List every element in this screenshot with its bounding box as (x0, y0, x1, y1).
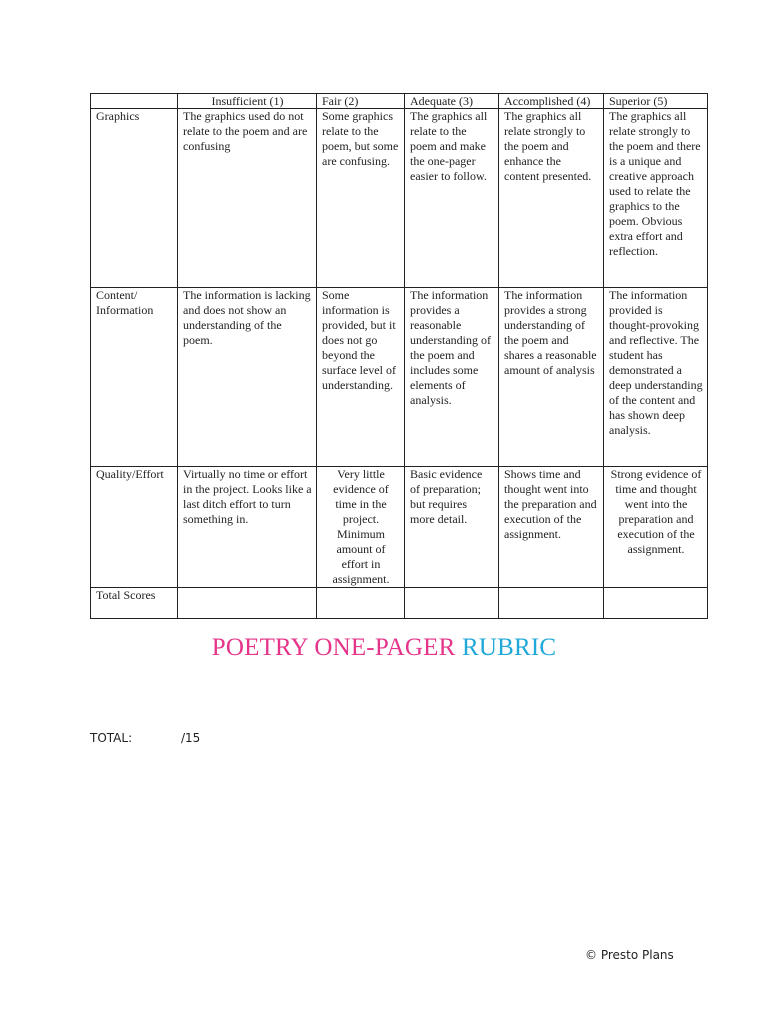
total-scores-label: Total Scores (91, 588, 178, 619)
header-cell-fair: Fair (2) (317, 94, 405, 109)
header-cell-adequate: Adequate (3) (405, 94, 499, 109)
rubric-cell: Strong evidence of time and thought went into the preparation and execution of the assignment. (604, 467, 708, 588)
rubric-cell: The graphics all relate strongly to the poem and there is a unique and creative approach used to relate the graphics to the poem. Obvious extra effort and reflection. (604, 109, 708, 288)
header-cell-insufficient: Insufficient (1) (178, 94, 317, 109)
rubric-cell: Virtually no time or effort in the project. Looks like a last ditch effort to turn something in. (178, 467, 317, 588)
title-part-poetry: POETRY ONE-PAGER (211, 634, 456, 661)
score-cell[interactable] (317, 588, 405, 619)
rubric-cell: The information provides a reasonable understanding of the poem and includes some elements of analysis. (405, 288, 499, 467)
page-title (0, 634, 768, 662)
copyright-footer: © Presto Plans (585, 948, 674, 962)
rubric-cell: The graphics used do not relate to the poem and are confusing (178, 109, 317, 288)
rubric-cell: The graphics all relate strongly to the poem and enhance the content presented. (499, 109, 604, 288)
table-row (91, 288, 708, 467)
criterion-label: Graphics (91, 109, 178, 288)
rubric-cell: The information is lacking and does not show an understanding of the poem. (178, 288, 317, 467)
rubric-cell: Very little evidence of time in the project. Minimum amount of effort in assignment. (317, 467, 405, 588)
rubric-cell: Some information is provided, but it does not go beyond the surface level of understanding. (317, 288, 405, 467)
rubric-cell: The graphics all relate to the poem and make the one-pager easier to follow. (405, 109, 499, 288)
header-cell-superior: Superior (5) (604, 94, 708, 109)
rubric-table (90, 93, 708, 619)
criterion-label: Content/ Information (91, 288, 178, 467)
rubric-cell: The information provides a strong understanding of the poem and shares a reasonable amount of analysis (499, 288, 604, 467)
criterion-label: Quality/Effort (91, 467, 178, 588)
header-cell-accomplished: Accomplished (4) (499, 94, 604, 109)
rubric-cell: Shows time and thought went into the preparation and execution of the assignment. (499, 467, 604, 588)
table-row (91, 467, 708, 588)
header-cell-criterion (91, 94, 178, 109)
table-row (91, 109, 708, 288)
rubric-cell: Some graphics relate to the poem, but some are confusing. (317, 109, 405, 288)
score-cell[interactable] (405, 588, 499, 619)
total-value: /15 (181, 731, 201, 745)
score-cell[interactable] (178, 588, 317, 619)
title-part-rubric: RUBRIC (461, 634, 557, 661)
score-cell[interactable] (499, 588, 604, 619)
total-label: TOTAL: (90, 731, 133, 745)
score-cell[interactable] (604, 588, 708, 619)
rubric-cell: Basic evidence of preparation; but requires more detail. (405, 467, 499, 588)
total-scores-row (91, 588, 708, 619)
header-row (91, 94, 708, 109)
rubric-cell: The information provided is thought-provoking and reflective. The student has demonstrated a deep understanding of the content and has shown deep analysis. (604, 288, 708, 467)
